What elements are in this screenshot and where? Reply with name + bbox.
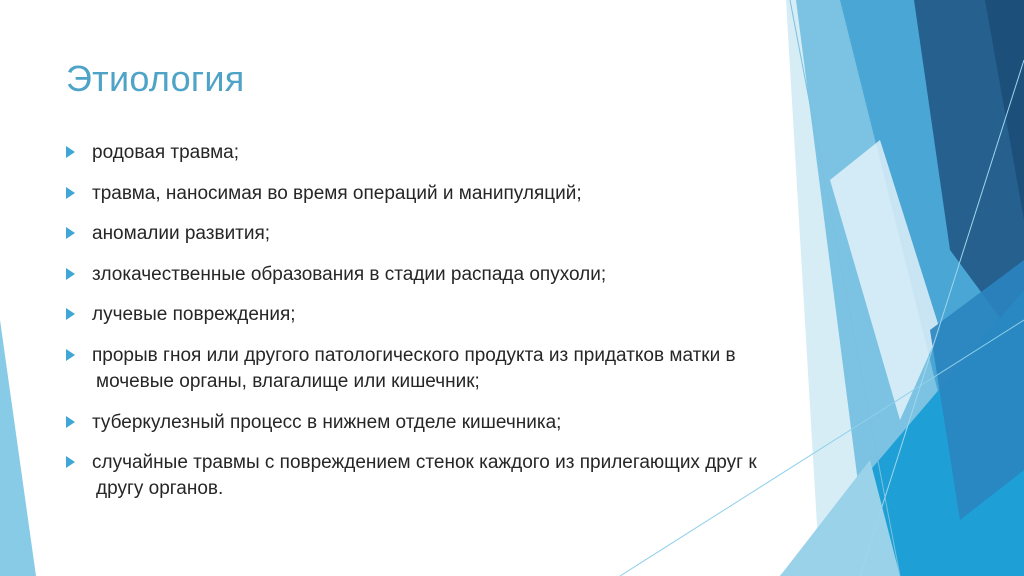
triangle-right-bullet-icon: [66, 308, 75, 320]
triangle-right-bullet-icon: [66, 146, 75, 158]
bullet-text: травма, наносимая во время операций и манипуляций;: [92, 182, 582, 204]
bullet-text: аномалии развития;: [92, 223, 271, 245]
bullet-item: [66, 450, 766, 502]
bullet-item: [66, 140, 766, 166]
left-edge-triangle: [0, 320, 36, 576]
bullet-text: лучевые повреждения;: [92, 304, 296, 326]
bullet-list: [66, 140, 766, 517]
triangle-right-bullet-icon: [66, 268, 75, 280]
triangle-right-bullet-icon: [66, 416, 75, 428]
bullet-item: [66, 181, 766, 207]
bullet-text: случайные травмы с повреждением стенок каждого из прилегающих друг к другу органов.: [92, 452, 757, 500]
slide-title: Этиология: [66, 58, 245, 99]
triangle-right-bullet-icon: [66, 456, 75, 468]
bullet-item: [66, 343, 766, 395]
triangle-right-bullet-icon: [66, 187, 75, 199]
triangle-right-bullet-icon: [66, 227, 75, 239]
triangle-right-bullet-icon: [66, 349, 75, 361]
bullet-item: [66, 262, 766, 288]
bullet-item: [66, 221, 766, 247]
bullet-text: родовая травма;: [92, 142, 240, 163]
bullet-text: злокачественные образования в стадии распада опухоли;: [92, 263, 607, 285]
bullet-item: [66, 410, 766, 436]
bullet-text: прорыв гноя или другого патологического продукта из придатков матки в мочевые органы, влагалище или кишечник;: [92, 344, 736, 392]
bullet-item: [66, 302, 766, 328]
bullet-text: туберкулезный процесс в нижнем отделе кишечника;: [92, 411, 562, 433]
